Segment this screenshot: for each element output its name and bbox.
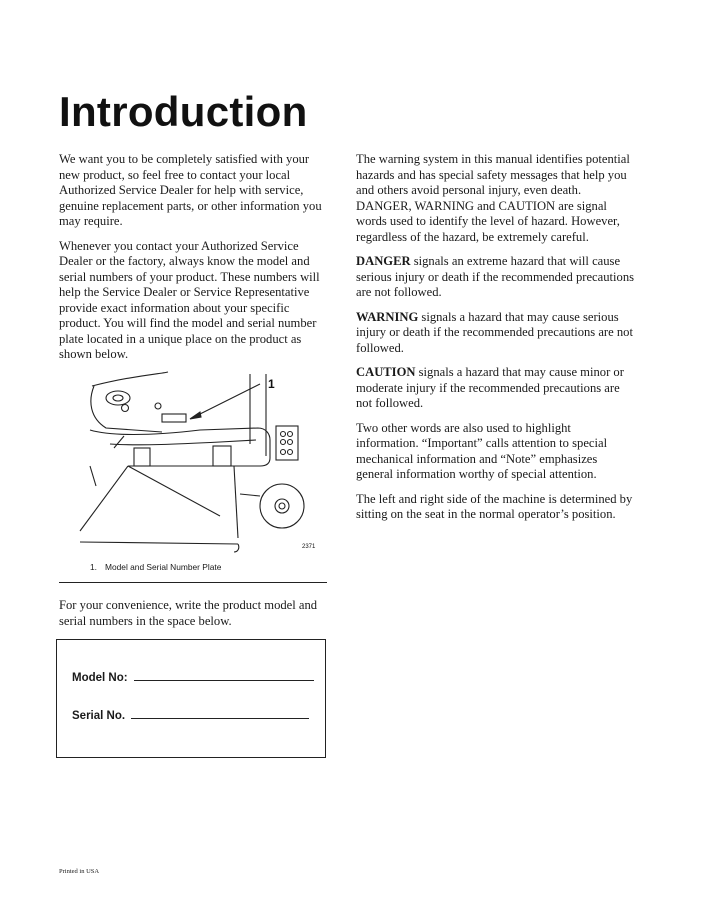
danger-term: DANGER [356, 254, 411, 268]
warning-paragraph [356, 310, 636, 357]
serial-number-row [72, 710, 309, 722]
caption-number: 1. [90, 562, 97, 572]
model-number-row [72, 672, 314, 684]
callout-number: 1 [268, 377, 275, 391]
warning-text: signals a hazard that may cause serious injury or death if the recommended precautions are not followed. [356, 309, 633, 355]
record-numbers-box [56, 639, 326, 758]
important-note-paragraph: Two other words are also used to highlight information. “Important” calls attention to special mechanical information and “Note” emphasizes general information worthy of special attention. [356, 420, 608, 481]
danger-text: signals an extreme hazard that will cause serious injury or death if the recommended precautions are not followed. [356, 254, 635, 299]
warning-system-paragraph: The warning system in this manual identifies potential hazards and has special safety messages that help you and others avoid personal injury, even death. DANGER, WARNING and CAUTION are signal words used to identify the level of hazard. However, regardless of the hazard, be extremely careful. [356, 152, 630, 244]
figure-caption [90, 562, 221, 572]
serial-plate-figure [70, 366, 328, 556]
printed-in-footer: Printed in USA [59, 868, 100, 875]
figure-code: 2371 [302, 544, 316, 550]
mower-serial-plate-illustration [70, 366, 328, 556]
caution-paragraph [356, 365, 636, 412]
serial-info-paragraph: Whenever you contact your Authorized Service Dealer or the factory, always know the model and serial numbers of your product. These numbers will help the Service Dealer or Service Representative provide exact information about your specific product. You will find the model and serial number plate located in a unique place on the product as shown below. [59, 238, 320, 361]
caution-text: signals a hazard that may cause minor or moderate injury if the recommended precautions are not followed. [356, 365, 624, 410]
caption-text: Model and Serial Number Plate [105, 562, 222, 572]
serial-number-line [131, 717, 309, 719]
model-number-line [134, 679, 314, 681]
danger-paragraph [356, 254, 636, 301]
caution-term: CAUTION [356, 365, 416, 379]
warning-term: WARNING [356, 309, 419, 324]
left-column [59, 152, 327, 372]
page-title: Introduction [59, 88, 308, 135]
right-column [356, 152, 636, 532]
intro-paragraph: We want you to be completely satisfied with your new product, so feel free to contact your local Authorized Service Dealer for help with service, genuine replacement parts, or other information you may require. [59, 152, 322, 228]
convenience-text: For your convenience, write the product model and serial numbers in the space below. [59, 598, 318, 628]
section-divider [59, 582, 327, 583]
model-number-label: Model No: [72, 672, 128, 684]
left-right-paragraph: The left and right side of the machine is determined by sitting on the seat in the normal operator’s position. [356, 491, 633, 521]
serial-number-label: Serial No. [72, 710, 126, 722]
